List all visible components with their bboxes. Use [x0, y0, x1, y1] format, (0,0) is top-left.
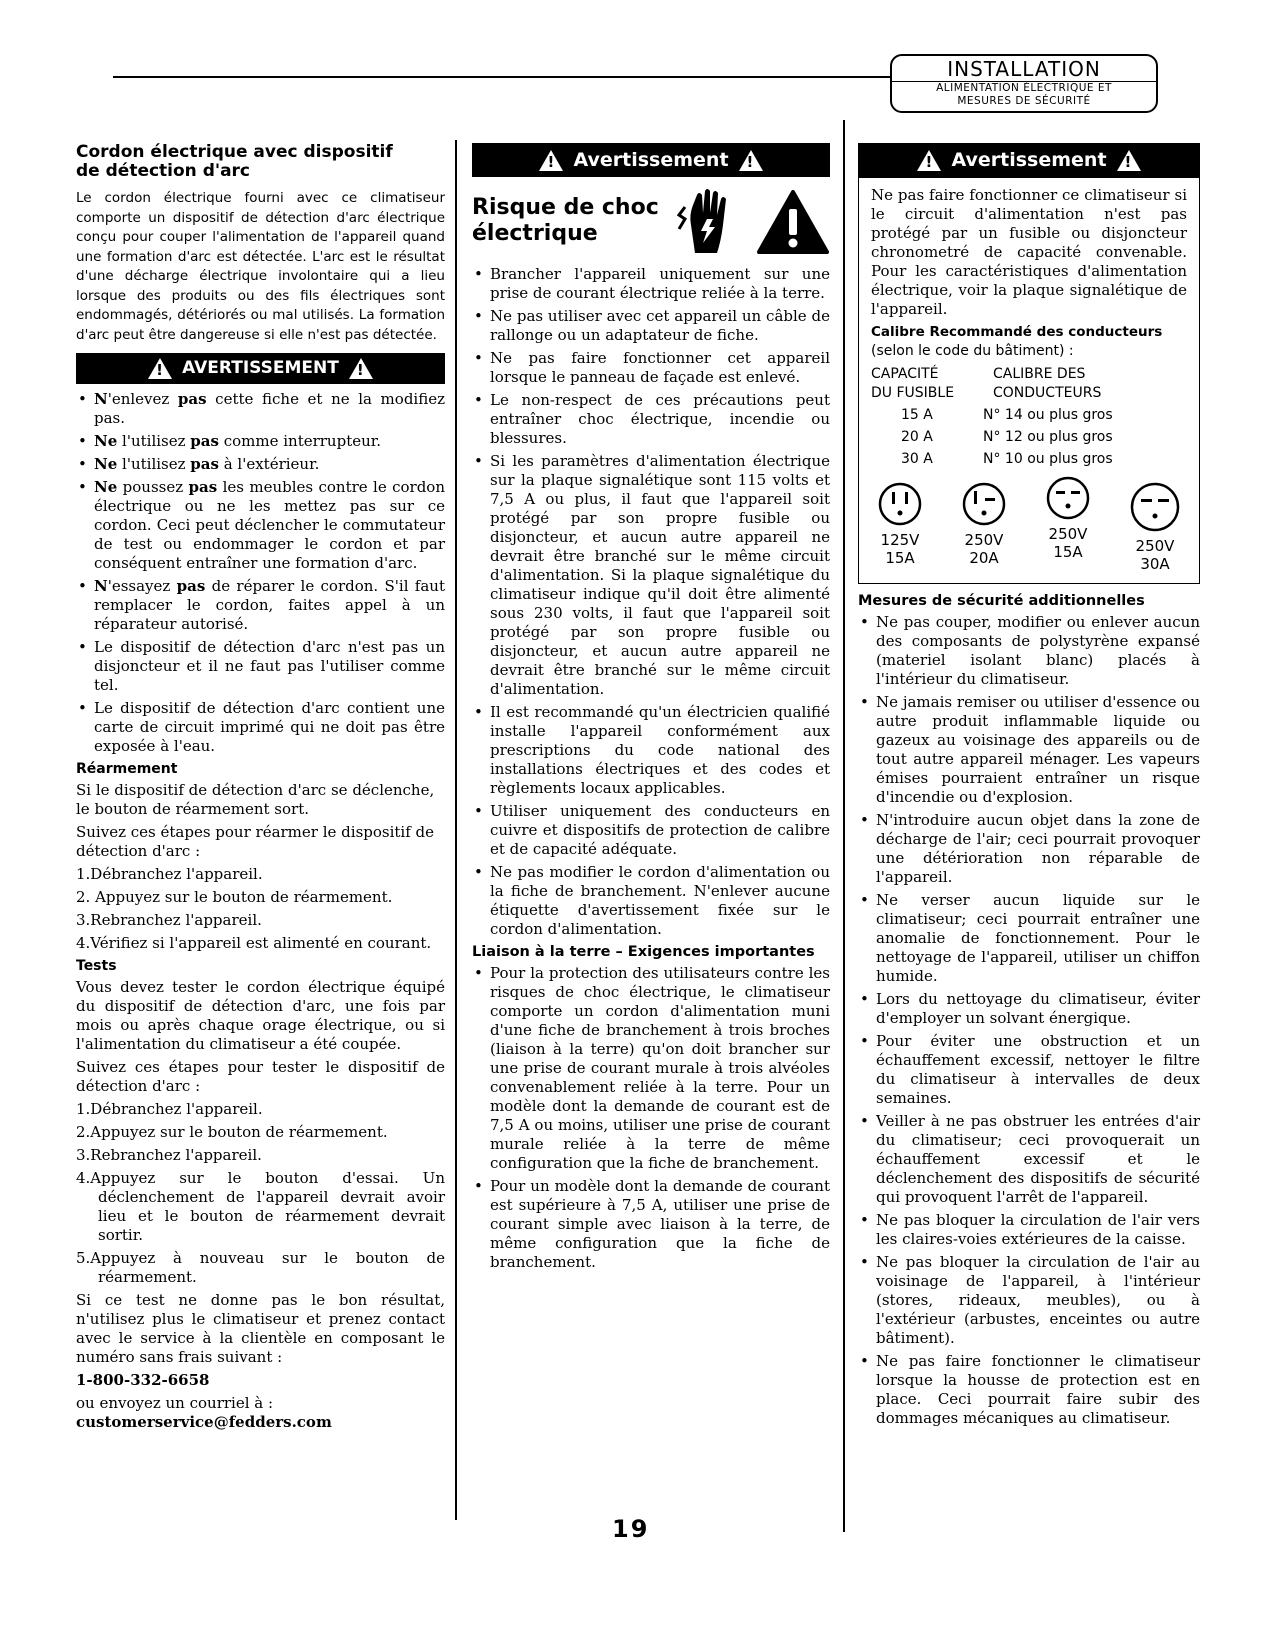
warning-triangle-icon [349, 358, 373, 379]
gauge-sub: (selon le code du bâtiment) : [871, 343, 1074, 359]
phone-number: 1-800-332-6658 [76, 1371, 210, 1389]
tests-p2: Suivez ces étapes pour tester le dispositif de détection d'arc : [76, 1058, 445, 1095]
list-item: • Ne pas faire fonctionner cet appareil lorsque le panneau de façade est enlevé. [472, 349, 830, 387]
avertissement-bar-right [858, 143, 1200, 177]
plug-amperage: 15A [885, 549, 915, 567]
warning-triangle-icon [739, 150, 763, 171]
list-item: 3.Rebranchez l'appareil. [76, 911, 262, 929]
plug-amperage: 15A [1053, 543, 1083, 561]
plug-amperage: 30A [1140, 555, 1170, 573]
arc-warning-list [76, 390, 445, 756]
table-cell: N° 10 ou plus gros [983, 451, 1113, 467]
section-tab [890, 54, 1158, 113]
ground-heading: Liaison à la terre – Exigences importantes [472, 944, 815, 960]
list-item: • Ne l'utilisez pas à l'extérieur. [76, 455, 445, 474]
avertissement-label: Avertissement [573, 148, 729, 171]
receptacle-250v-30a [1129, 481, 1181, 573]
shock-title-line2: électrique [472, 221, 598, 246]
receptacle-250v-15a-icon [1045, 475, 1091, 521]
section-subtitle-line2: MESURES DE SÉCURITÉ [957, 95, 1091, 107]
list-item: • Ne pas couper, modifier ou enlever aucun des composants de polystyrène expansé (materiel isolant blanc) placés à l'intérieur du climatiseur. [858, 613, 1200, 689]
list-item: • Brancher l'appareil uniquement sur une prise de courant électrique reliée à la terre. [472, 265, 830, 303]
list-item: • Ne pas faire fonctionner le climatiseur lorsque la housse de protection est en place. Ceci pourrait faire subir des dommages mécaniques au climatiseur. [858, 1352, 1200, 1428]
list-item: 1.Débranchez l'appareil. [76, 1100, 263, 1118]
gauge-heading: Calibre Recommandé des conducteurs [871, 324, 1163, 340]
column-left [76, 143, 445, 1436]
reset-heading: Réarmement [76, 761, 178, 777]
list-item: • Pour un modèle dont la demande de courant est supérieure à 7,5 A, utiliser une prise de courant simple avec liaison à la terre, de même configuration que la fiche de branchement. [472, 1177, 830, 1272]
list-item: • Ne jamais remiser ou utiliser d'essence ou autre produit inflammable liquide ou gazeux au voisinage des appareils ou de tout autre appareil ménager. Les vapeurs émises pourraient entraîner un risque d'incendie ou d'explosion. [858, 693, 1200, 807]
section-subtitle-line1: ALIMENTATION ÉLECTRIQUE ET [936, 82, 1112, 94]
page-number: 19 [612, 1515, 650, 1543]
receptacle-row [871, 481, 1187, 573]
email-address: customerservice@fedders.com [76, 1413, 332, 1431]
extra-safety-list [858, 613, 1200, 1428]
list-item: • Pour la protection des utilisateurs contre les risques de choc électrique, le climatiseur comporte un cordon d'alimentation muni d'une fiche de branchement à trois broches (liaison à la terre) qu'on doit brancher sur une prise de courant murale à trois alvéoles convenablement reliée à la terre. Pour un modèle dont la demande de courant est de 7,5 A ou moins, utiliser une prise de courant murale reliée à la terre de même configuration que la fiche de branchement. [472, 964, 830, 1173]
shock-header [472, 185, 830, 265]
column-divider-2 [843, 120, 845, 1532]
list-item: • Ne pas modifier le cordon d'alimentation ou la fiche de branchement. N'enlever aucune étiquette d'avertissement fixée sur le cordon d'alimentation. [472, 863, 830, 939]
list-item: • Ne pas bloquer la circulation de l'air au voisinage de l'appareil, à l'intérieur (stores, rideaux, meubles), ou à l'extérieur (arbustes, enceintes ou autre bâtiment). [858, 1253, 1200, 1348]
shock-title [472, 195, 659, 247]
warning-triangle-icon [539, 150, 563, 171]
table-header-cell: CONDUCTEURS [993, 385, 1102, 401]
receptacle-125v-15a [877, 481, 923, 573]
email-intro: ou envoyez un courriel à : [76, 1394, 274, 1412]
gauge-table [871, 365, 1113, 469]
extra-safety-heading: Mesures de sécurité additionnelles [858, 593, 1145, 609]
reset-p2: Suivez ces étapes pour réarmer le dispositif de détection d'arc : [76, 823, 435, 860]
table-row [871, 447, 1113, 469]
arc-cord-heading-line2: de détection d'arc [76, 161, 251, 181]
list-item: • Ne poussez pas les meubles contre le cordon électrique ou ne les mettez pas sur ce cordon. Ceci peut déclencher le commutateur de test ou endommager le cordon et par conséquent entraîner une formation d'arc. [76, 478, 445, 573]
arc-intro: Le cordon électrique fourni avec ce climatiseur comporte un dispositif de détection d'arc électrique conçu pour couper l'alimentation de l'appareil quand une formation d'arc est détectée. L'arc est le résultat d'une décharge électrique involontaire qui a lieu lorsque des produits ou des fils électriques sont endommagés, détériorés ou mal utilisés. La formation d'arc peut être dangereuse si elle n'est pas détectée. [76, 190, 445, 343]
list-item: 4.Vérifiez si l'appareil est alimenté en courant. [76, 934, 432, 952]
avertissement-bar-middle [472, 143, 830, 177]
list-item: • N'introduire aucun objet dans la zone de décharge de l'air; ceci pourrait provoquer une détérioration non réparable de l'appareil. [858, 811, 1200, 887]
list-item: • Le non-respect de ces précautions peut entraîner choc électrique, incendie ou blessures. [472, 391, 830, 448]
arc-cord-heading [76, 143, 445, 181]
plug-amperage: 20A [969, 549, 999, 567]
list-item: 5.Appuyez à nouveau sur le bouton de réarmement. [76, 1249, 445, 1286]
tests-steps [76, 1100, 445, 1287]
reset-steps [76, 865, 445, 953]
warning-triangle-icon [148, 358, 172, 379]
list-item: • Ne l'utilisez pas comme interrupteur. [76, 432, 445, 451]
list-item: • Ne verser aucun liquide sur le climatiseur; ceci pourrait entraîner une anomalie de fonctionnement. Pour le nettoyage de l'appareil, utiliser un chiffon humide. [858, 891, 1200, 986]
list-item: • Ne pas bloquer la circulation de l'air vers les claires-voies extérieures de la caisse. [858, 1211, 1200, 1249]
plug-voltage: 125V [880, 531, 920, 549]
table-cell: 20 A [901, 429, 933, 445]
fuse-warning-text: Ne pas faire fonctionner ce climatiseur si le circuit d'alimentation n'est pas protégé par un fusible ou disjoncteur chronometré de capacité convenable. Pour les caractéristiques d'alimentation électrique, voir la plaque signalétique de l'appareil. [871, 186, 1187, 318]
list-item: 2. Appuyez sur le bouton de réarmement. [76, 888, 393, 906]
table-header-cell: CALIBRE DES [993, 366, 1086, 382]
list-item: • Ne pas utiliser avec cet appareil un câble de rallonge ou un adaptateur de fiche. [472, 307, 830, 345]
electric-shock-hand-icon [677, 185, 739, 257]
list-item: • Il est recommandé qu'un électricien qualifié installe l'appareil conformément aux prescriptions du code national des installations électriques et des codes et règlements locaux applicables. [472, 703, 830, 798]
column-right [858, 143, 1200, 1432]
receptacle-250v-20a-icon [961, 481, 1007, 527]
list-item: 2.Appuyez sur le bouton de réarmement. [76, 1123, 388, 1141]
list-item: • N'essayez pas de réparer le cordon. S'il faut remplacer le cordon, faites appel à un réparateur autorisé. [76, 577, 445, 634]
list-item: • Lors du nettoyage du climatiseur, éviter d'employer un solvant énergique. [858, 990, 1200, 1028]
avertissement-label: Avertissement [951, 148, 1107, 171]
table-cell: N° 12 ou plus gros [983, 429, 1113, 445]
table-cell: 15 A [901, 407, 933, 423]
list-item: • Pour éviter une obstruction et un échauffement excessif, nettoyer le filtre du climatiseur à intervalles de deux semaines. [858, 1032, 1200, 1108]
receptacle-125v-15a-icon [877, 481, 923, 527]
column-divider-1 [455, 140, 457, 1520]
list-item: 4.Appuyez sur le bouton d'essai. Un déclenchement de l'appareil devrait avoir lieu et le bouton de réarmement devrait sortir. [76, 1169, 445, 1244]
reset-p1: Si le dispositif de détection d'arc se déclenche, le bouton de réarmement sort. [76, 781, 435, 818]
list-item: • Veiller à ne pas obstruer les entrées d'air du climatiseur; ceci provoquerait un échauffement excessif et le déclenchement des dispositifs de sécurité qui provoquent l'arrêt de l'appareil. [858, 1112, 1200, 1207]
list-item: • Le dispositif de détection d'arc contient une carte de circuit imprimé qui ne doit pas être exposée à l'eau. [76, 699, 445, 756]
tests-heading: Tests [76, 958, 117, 974]
table-cell: N° 14 ou plus gros [983, 407, 1113, 423]
table-header-cell: CAPACITÉ [871, 366, 939, 382]
list-item: 3.Rebranchez l'appareil. [76, 1146, 262, 1164]
list-item: • Le dispositif de détection d'arc n'est pas un disjoncteur et il ne faut pas l'utiliser comme tel. [76, 638, 445, 695]
plug-voltage: 250V [964, 531, 1004, 549]
tests-p3: Si ce test ne donne pas le bon résultat, n'utilisez plus le climatiseur et prenez contact avec le service à la clientèle en composant le numéro sans frais suivant : [76, 1291, 445, 1366]
list-item: 1.Débranchez l'appareil. [76, 865, 263, 883]
table-row [871, 403, 1113, 425]
shock-warning-list [472, 265, 830, 939]
arc-cord-heading-line1: Cordon électrique avec dispositif [76, 142, 393, 162]
avertissement-bar-left [76, 353, 445, 384]
plug-voltage: 250V [1135, 537, 1175, 555]
receptacle-250v-15a [1045, 475, 1091, 573]
receptacle-250v-20a [961, 481, 1007, 573]
warning-triangle-icon [1117, 150, 1141, 171]
ground-list [472, 964, 830, 1272]
warning-triangle-icon [757, 189, 829, 255]
list-item: • N'enlevez pas cette fiche et ne la modifiez pas. [76, 390, 445, 428]
fuse-warning-box [858, 177, 1200, 584]
avertissement-label: AVERTISSEMENT [182, 358, 339, 378]
tests-p1: Vous devez tester le cordon électrique équipé du dispositif de détection d'arc, une fois par mois ou après chaque orage électrique, ou si l'alimentation du climatiseur a été coupée. [76, 978, 445, 1053]
section-title: INSTALLATION [947, 57, 1101, 81]
shock-title-line1: Risque de choc [472, 195, 659, 220]
receptacle-250v-30a-icon [1129, 481, 1181, 533]
table-row [871, 425, 1113, 447]
list-item: • Si les paramètres d'alimentation électrique sur la plaque signalétique sont 115 volts et 7,5 A ou plus, il faut que l'appareil soit protégé par son propre fusible ou disjoncteur, et aucun autre appareil ne devrait être branché sur le même circuit d'alimentation. Si la plaque signalétique du climatiseur indique qu'il doit être alimenté sous 230 volts, il faut que l'appareil soit protégé par son propre fusible ou disjoncteur, et aucun autre appareil ne devrait être branché sur le même circuit d'alimentation. [472, 452, 830, 699]
column-middle [472, 143, 830, 1276]
warning-triangle-icon [917, 150, 941, 171]
table-header-cell: DU FUSIBLE [871, 385, 955, 401]
plug-voltage: 250V [1048, 525, 1088, 543]
list-item: • Utiliser uniquement des conducteurs en cuivre et dispositifs de protection de calibre et de capacité adéquate. [472, 802, 830, 859]
table-cell: 30 A [901, 451, 933, 467]
